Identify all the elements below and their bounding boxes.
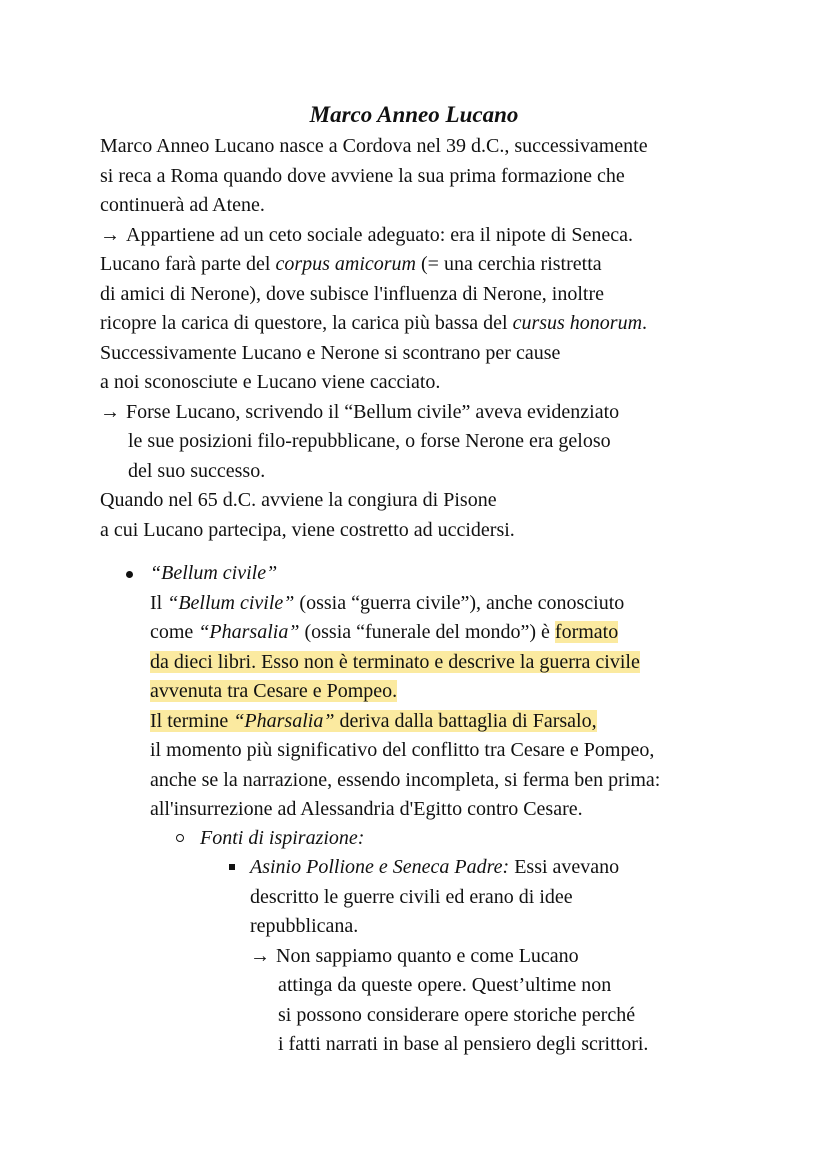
italic-term: corpus amicorum (275, 253, 416, 275)
text-line (150, 618, 660, 648)
bullet-dot-icon (126, 571, 133, 578)
text-line (100, 309, 648, 339)
text-line: di amici di Nerone), dove subisce l'influenza di Nerone, inoltre (100, 282, 604, 305)
text-span: Forse Lucano, scrivendo il “Bellum civile” aveva evidenziato (126, 400, 620, 423)
text-line (250, 853, 648, 883)
text-span: . (642, 312, 648, 334)
italic-term: Asinio Pollione e Seneca Padre: (250, 856, 510, 878)
fonti-heading-block (200, 824, 364, 854)
text-span: Lucano farà parte del (100, 253, 276, 275)
arrow-line (100, 221, 648, 251)
highlighted-text (150, 710, 597, 732)
text-span: ricopre la carica di questore, la carica più bassa del (100, 312, 513, 334)
bullet-square-icon (229, 864, 235, 870)
text-line: del suo successo. (128, 459, 266, 482)
text-line: i fatti narrati in base al pensiero degli scrittori. (278, 1033, 649, 1055)
text-span: Il (150, 591, 168, 614)
highlighted-text: da dieci libri. Esso non è terminato e descrive la guerra civile (150, 650, 640, 673)
section-heading (150, 559, 660, 589)
text-span: deriva dalla battaglia di Farsalo, (334, 709, 597, 732)
arrow-icon: → (250, 944, 270, 967)
text-line: si reca a Roma quando dove avviene la sua prima formazione che (100, 164, 625, 187)
text-line: si possono considerare opere storiche perché (278, 1003, 636, 1026)
text-span: Essi avevano (509, 856, 620, 878)
arrow-line (100, 398, 648, 428)
intro-section (100, 132, 648, 545)
text-line: il momento più significativo del conflitto tra Cesare e Pompeo, (150, 739, 655, 761)
text-line: continuerà ad Atene. (100, 194, 265, 216)
text-line (150, 648, 660, 678)
page-title: Marco Anneo Lucano (309, 102, 519, 127)
text-line: Marco Anneo Lucano nasce a Cordova nel 39 d.C., successivamente (100, 135, 648, 157)
text-line: repubblicana. (250, 915, 359, 937)
arrow-icon: → (100, 400, 120, 423)
text-span: Non sappiamo quanto e come Lucano (276, 944, 579, 967)
section-subheading (200, 824, 364, 854)
text-line (150, 677, 660, 707)
italic-term: “Pharsalia” (198, 621, 300, 643)
text-span: Appartiene ad un ceto sociale adeguato: era il nipote di Seneca. (126, 223, 634, 246)
italic-term: “Bellum civile” (150, 562, 278, 584)
highlighted-text: avvenuta tra Cesare e Pompeo. (150, 680, 398, 702)
text-line: all'insurrezione ad Alessandria d'Egitto contro Cesare. (150, 798, 583, 820)
text-span: (= una cerchia ristretta (416, 253, 602, 275)
text-line: Successivamente Lucano e Nerone si scontrano per cause (100, 341, 561, 364)
text-line (100, 250, 648, 280)
highlighted-text: formato (554, 621, 619, 643)
text-line: a cui Lucano partecipa, viene costretto ad uccidersi. (100, 518, 515, 541)
fonti-item (250, 853, 648, 1060)
text-line (150, 589, 660, 619)
bellum-civile-section (150, 559, 660, 825)
text-line: attinga da queste opere. Quest’ultime non (278, 974, 612, 996)
italic-term: Fonti di ispirazione: (200, 827, 365, 849)
text-span: Il termine (150, 709, 234, 732)
italic-term: “Pharsalia” (233, 709, 335, 732)
text-line: Quando nel 65 d.C. avviene la congiura di Pisone (100, 489, 497, 511)
text-line: descritto le guerre civili ed erano di idee (250, 885, 573, 908)
text-span: (ossia “funerale del mondo”) è (299, 621, 555, 643)
text-span: (ossia “guerra civile”), anche conosciuto (294, 591, 625, 614)
text-span: come (150, 621, 199, 643)
italic-term: “Bellum civile” (167, 591, 295, 614)
arrow-line (250, 942, 648, 972)
text-line: anche se la narrazione, essendo incompleta, si ferma ben prima: (150, 768, 661, 791)
bullet-circle-icon (176, 834, 184, 842)
text-line: le sue posizioni filo-repubblicane, o forse Nerone era geloso (128, 430, 611, 452)
text-line: a noi sconosciute e Lucano viene cacciato. (100, 371, 441, 393)
arrow-icon: → (100, 223, 120, 246)
text-line (150, 707, 660, 737)
italic-term: cursus honorum (512, 312, 643, 334)
